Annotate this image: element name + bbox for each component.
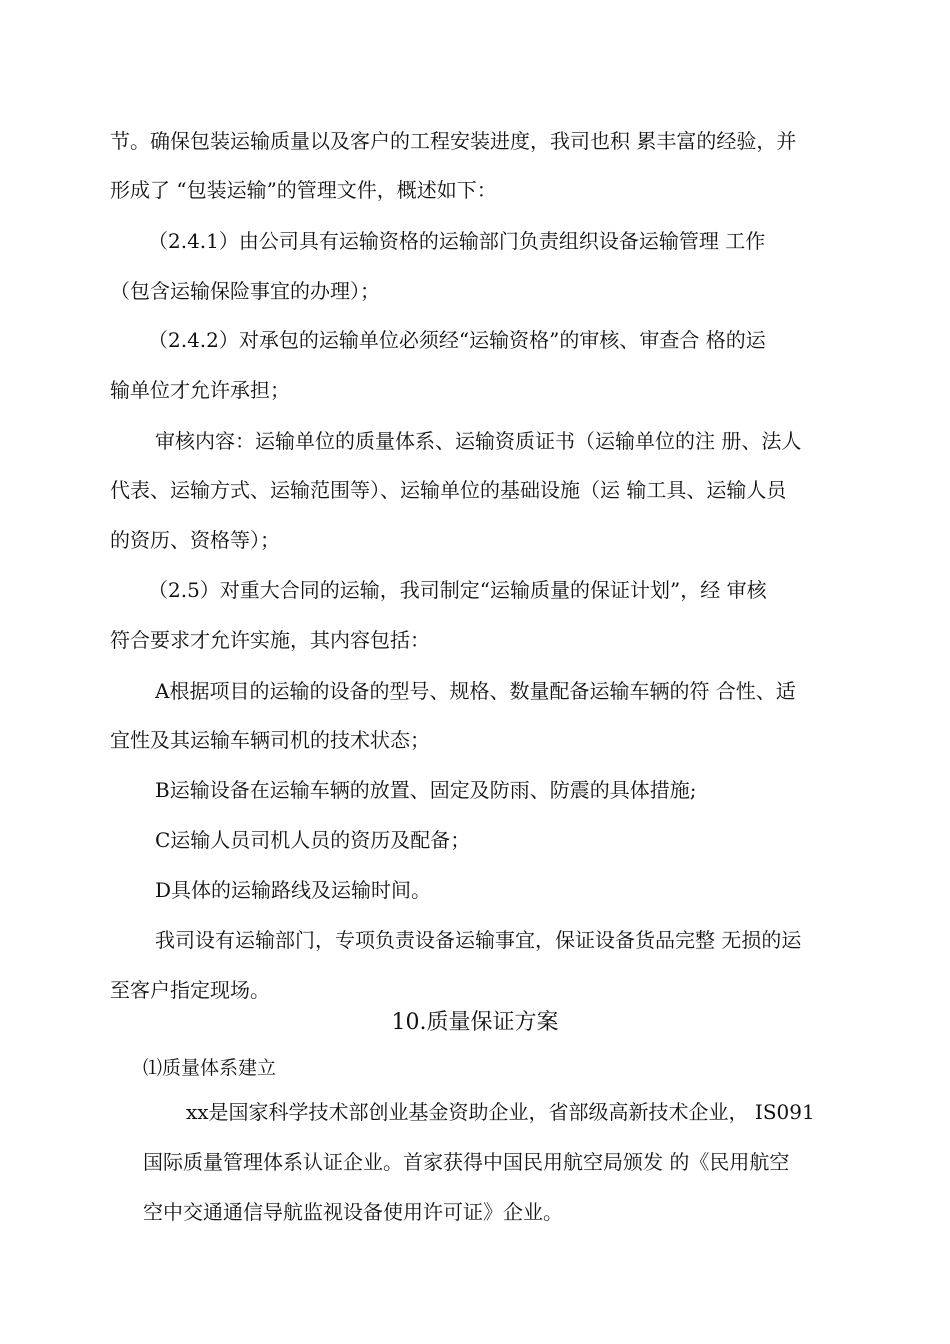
body-line: 我司设有运输部门，专项负责设备运输事宜，保证设备货品完整 无损的运 [155, 928, 802, 952]
section-line: xx是国家科学技术部创业基金资助企业，省部级高新技术企业， IS091 [186, 1100, 815, 1124]
body-line: A根据项目的运输的设备的型号、规格、数量配备运输车辆的符 合性、适 [155, 679, 796, 703]
body-line: D具体的运输路线及运输时间。 [155, 878, 432, 902]
section-line: 空中交通通信导航监视设备使用许可证》企业。 [143, 1200, 563, 1224]
body-line: （包含运输保险事宜的办理）； [110, 279, 380, 303]
body-line: 输单位才允许承担； [110, 378, 290, 402]
body-line: （2.5）对重大合同的运输，我司制定“运输质量的保证计划”，经 审核 [148, 578, 767, 602]
body-line: 至客户指定现场。 [110, 978, 270, 1002]
body-line: 代表、运输方式、运输范围等）、运输单位的基础设施（运 输工具、运输人员 [110, 478, 787, 502]
body-line: 审核内容：运输单位的质量体系、运输资质证书（运输单位的注 册、法人 [155, 429, 802, 453]
body-line: （2.4.2）对承包的运输单位必须经“运输资格”的审核、审查合 格的运 [148, 328, 766, 352]
section-line: 国际质量管理体系认证企业。首家获得中国民用航空局颁发 的《民用航空 [143, 1150, 790, 1174]
body-line: 宜性及其运输车辆司机的技术状态； [110, 728, 430, 752]
body-line: 的资历、资格等）； [110, 528, 280, 552]
body-line: B运输设备在运输车辆的放置、固定及防雨、防震的具体措施; [155, 778, 697, 802]
body-line: 符合要求才允许实施，其内容包括： [110, 628, 430, 652]
body-line: （2.4.1）由公司具有运输资格的运输部门负责组织设备运输管理 工作 [148, 229, 766, 253]
section-subtitle: ⑴质量体系建立 [143, 1057, 277, 1079]
section-heading: 10.质量保证方案 [391, 1010, 559, 1035]
body-line: 形成了 “包装运输”的管理文件，概述如下： [110, 178, 497, 202]
body-line: C运输人员司机人员的资历及配备； [155, 828, 471, 852]
body-line: 节。确保包装运输质量以及客户的工程安装进度，我司也积 累丰富的经验，并 [110, 129, 797, 153]
